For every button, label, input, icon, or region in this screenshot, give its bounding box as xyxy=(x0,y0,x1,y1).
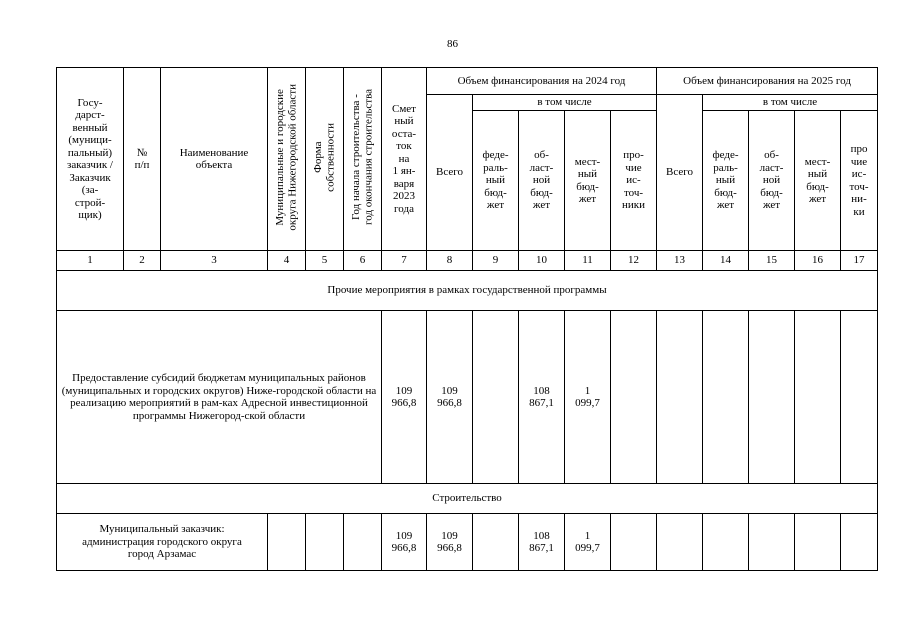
row-subsidy-oth-2025 xyxy=(841,311,878,484)
row-subsidy-loc-2025 xyxy=(795,311,841,484)
row-arzamas-fed-2024 xyxy=(473,514,519,571)
row-arzamas-oth-2025 xyxy=(841,514,878,571)
table-row-subsidy xyxy=(57,311,878,484)
financing-table xyxy=(56,67,878,571)
section-title-other: Прочие мероприятия в рамках государственной программы xyxy=(57,271,878,311)
row-arzamas-oth-2024 xyxy=(611,514,657,571)
header-ownership-text: Форма собственности xyxy=(312,122,337,192)
col-num-5: 5 xyxy=(306,251,344,271)
col-num-10: 10 xyxy=(519,251,565,271)
header-fed-2024: феде- раль- ный бюд- жет xyxy=(473,111,519,251)
header-fin-2025: Объем финансирования на 2025 год xyxy=(657,68,878,95)
row-subsidy-fed-2025 xyxy=(703,311,749,484)
header-years-text: Год начала строительства - год окончания строительства xyxy=(350,89,375,226)
header-municipal xyxy=(268,68,306,251)
row-arzamas-fed-2025 xyxy=(703,514,749,571)
row-arzamas-total-2025 xyxy=(657,514,703,571)
header-loc-2025: мест- ный бюд- жет xyxy=(795,111,841,251)
row-subsidy-name: Предоставление субсидий бюджетам муниципальных районов (муниципальных и городских округов) Ниже-городской области на реализацию мероприятий в рам-ках Адресной инвестиционной программы Нижегород-ской области xyxy=(57,311,382,484)
col-num-2: 2 xyxy=(124,251,161,271)
row-arzamas-name: Муниципальный заказчик: администрация городского округа город Арзамас xyxy=(57,514,268,571)
header-num: № п/п xyxy=(124,68,161,251)
col-num-15: 15 xyxy=(749,251,795,271)
header-row-1 xyxy=(57,68,878,95)
row-subsidy-oth-2024 xyxy=(611,311,657,484)
row-subsidy-fed-2024 xyxy=(473,311,519,484)
header-customer: Госу- дарст- венный (муници- пальный) заказчик / Заказчик (за- строй- щик) xyxy=(57,68,124,251)
row-arzamas-total-2024: 109 966,8 xyxy=(427,514,473,571)
header-fed-2025: феде- раль- ный бюд- жет xyxy=(703,111,749,251)
header-loc-2024: мест- ный бюд- жет xyxy=(565,111,611,251)
page-number: 86 xyxy=(447,38,458,50)
header-oth-2024: про- чие ис- точ- ники xyxy=(611,111,657,251)
column-numbers-row xyxy=(57,251,878,271)
row-arzamas-estimate: 109 966,8 xyxy=(382,514,427,571)
row-arzamas-ownership xyxy=(306,514,344,571)
table-row-arzamas xyxy=(57,514,878,571)
header-name: Наименование объекта xyxy=(161,68,268,251)
row-arzamas-loc-2024: 1 099,7 xyxy=(565,514,611,571)
header-total-2025: Всего xyxy=(657,95,703,251)
header-ownership xyxy=(306,68,344,251)
header-years xyxy=(344,68,382,251)
col-num-12: 12 xyxy=(611,251,657,271)
col-num-8: 8 xyxy=(427,251,473,271)
row-arzamas-reg-2024: 108 867,1 xyxy=(519,514,565,571)
header-reg-2024: об- ласт- ной бюд- жет xyxy=(519,111,565,251)
row-arzamas-loc-2025 xyxy=(795,514,841,571)
col-num-1: 1 xyxy=(57,251,124,271)
row-arzamas-municipal xyxy=(268,514,306,571)
row-subsidy-estimate: 109 966,8 xyxy=(382,311,427,484)
col-num-17: 17 xyxy=(841,251,878,271)
header-municipal-text: Муниципальные и городские округа Нижегородской области xyxy=(274,83,299,231)
header-reg-2025: об- ласт- ной бюд- жет xyxy=(749,111,795,251)
row-arzamas-years xyxy=(344,514,382,571)
col-num-6: 6 xyxy=(344,251,382,271)
col-num-16: 16 xyxy=(795,251,841,271)
section-row-construction xyxy=(57,484,878,514)
col-num-11: 11 xyxy=(565,251,611,271)
header-incl-2024: в том числе xyxy=(473,95,657,111)
row-subsidy-reg-2024: 108 867,1 xyxy=(519,311,565,484)
header-incl-2025: в том числе xyxy=(703,95,878,111)
col-num-3: 3 xyxy=(161,251,268,271)
header-oth-2025: про чие ис- точ- ни- ки xyxy=(841,111,878,251)
col-num-7: 7 xyxy=(382,251,427,271)
row-subsidy-reg-2025 xyxy=(749,311,795,484)
col-num-14: 14 xyxy=(703,251,749,271)
header-total-2024: Всего xyxy=(427,95,473,251)
col-num-4: 4 xyxy=(268,251,306,271)
header-fin-2024: Объем финансирования на 2024 год xyxy=(427,68,657,95)
row-subsidy-total-2024: 109 966,8 xyxy=(427,311,473,484)
section-row-other xyxy=(57,271,878,311)
row-subsidy-total-2025 xyxy=(657,311,703,484)
col-num-9: 9 xyxy=(473,251,519,271)
section-title-construction: Строительство xyxy=(57,484,878,514)
row-subsidy-loc-2024: 1 099,7 xyxy=(565,311,611,484)
col-num-13: 13 xyxy=(657,251,703,271)
row-arzamas-reg-2025 xyxy=(749,514,795,571)
header-estimate: Смет ный оста- ток на 1 ян- варя 2023 года xyxy=(382,68,427,251)
